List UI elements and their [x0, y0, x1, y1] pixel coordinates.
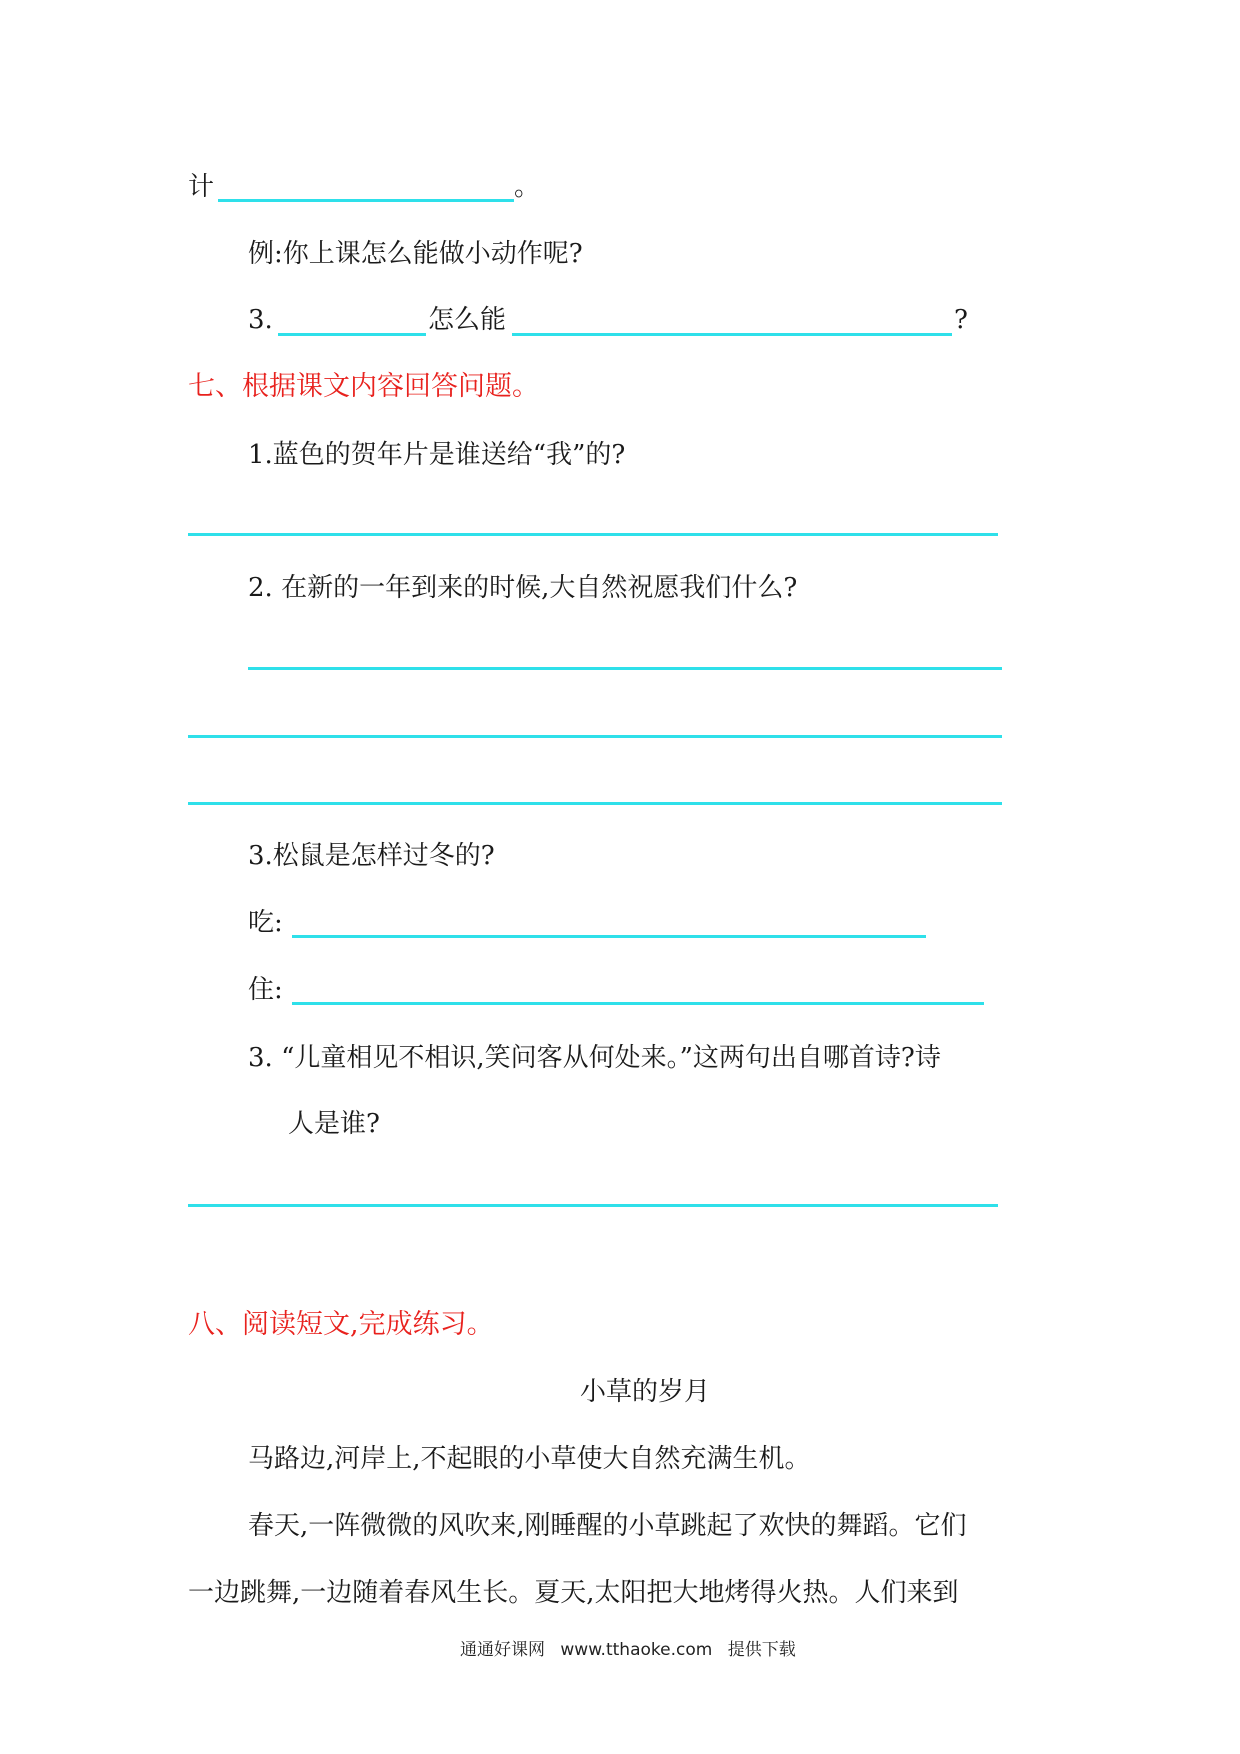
passage-paragraph-2-line2: 一边跳舞,一边随着春风生长。夏天,太阳把大地烤得火热。人们来到 — [188, 1578, 959, 1608]
answer-line-q3-eat[interactable] — [292, 935, 926, 938]
text-tail-char: 计 — [188, 172, 215, 202]
passage-paragraph-2-line1: 春天,一阵微微的风吹来,刚睡醒的小草跳起了欢快的舞蹈。它们 — [248, 1511, 967, 1541]
q3-live-label: 住: — [248, 975, 283, 1005]
answer-line-q3-live[interactable] — [292, 1002, 984, 1005]
item3-number: 3. — [248, 305, 273, 335]
item3-end: ? — [954, 305, 968, 335]
text-tail-end: 。 — [514, 172, 541, 202]
answer-line-q2-1[interactable] — [248, 667, 1002, 670]
answer-line-6-tail[interactable] — [218, 199, 514, 202]
question-4-line1: 3. “儿童相见不相识,笑问客从何处来。”这两句出自哪首诗?诗 — [248, 1043, 941, 1073]
answer-line-q2-3[interactable] — [188, 802, 1002, 805]
passage-title: 小草的岁月 — [580, 1377, 711, 1407]
q3-eat-label: 吃: — [248, 908, 283, 938]
question-3: 3.松鼠是怎样过冬的? — [248, 841, 495, 871]
answer-line-item3-a[interactable] — [278, 333, 426, 336]
example-sentence: 例:你上课怎么能做小动作呢? — [248, 239, 583, 269]
answer-line-q1[interactable] — [188, 533, 998, 536]
footer-site-name: 通通好课网 — [460, 1640, 545, 1660]
question-2: 2. 在新的一年到来的时候,大自然祝愿我们什么? — [248, 573, 798, 603]
footer-url[interactable]: www.tthaoke.com — [560, 1640, 713, 1660]
footer — [460, 1639, 796, 1661]
answer-line-item3-b[interactable] — [512, 333, 952, 336]
item3-middle: 怎么能 — [428, 305, 507, 335]
question-4-line2: 人是谁? — [288, 1109, 380, 1139]
answer-line-q2-2[interactable] — [188, 735, 1002, 738]
answer-line-q4[interactable] — [188, 1204, 998, 1207]
section7-heading: 七、根据课文内容回答问题。 — [188, 371, 539, 402]
footer-note: 提供下载 — [727, 1640, 796, 1660]
question-1: 1.蓝色的贺年片是谁送给“我”的? — [248, 440, 626, 470]
passage-paragraph-1: 马路边,河岸上,不起眼的小草使大自然充满生机。 — [248, 1444, 811, 1474]
section8-heading: 八、阅读短文,完成练习。 — [188, 1309, 494, 1340]
